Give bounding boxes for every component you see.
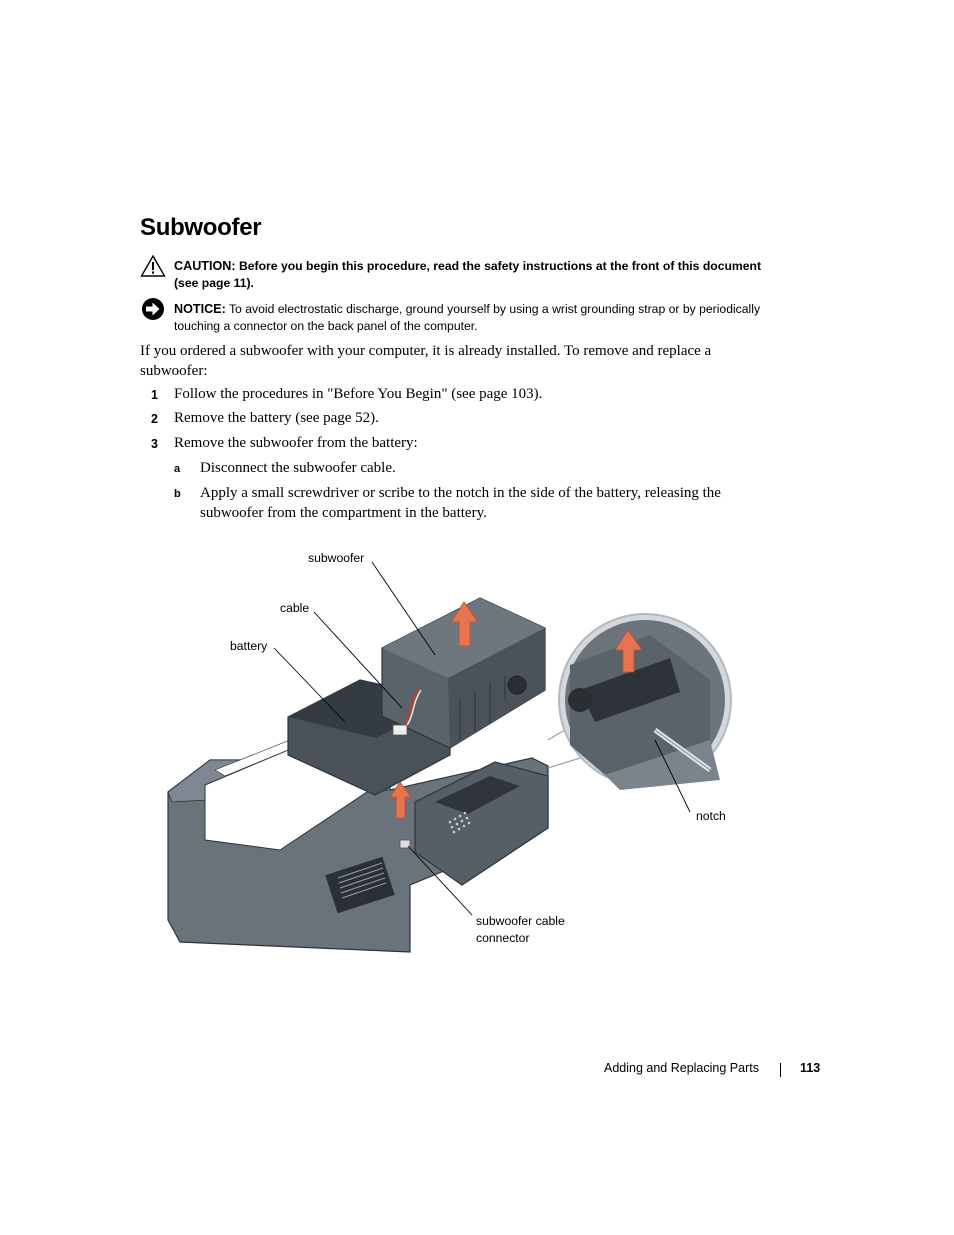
notice-note xyxy=(174,301,764,335)
callout-battery: battery xyxy=(230,639,268,653)
caution-label: CAUTION: xyxy=(174,259,236,273)
step-text: Remove the battery (see page 52). xyxy=(174,410,379,426)
step-text: Follow the procedures in "Before You Begin" (see page 103). xyxy=(174,386,543,402)
step-text: Remove the subwoofer from the battery: xyxy=(174,435,418,451)
step-number: 2 xyxy=(151,412,158,426)
caution-text: Before you begin this procedure, read the safety instructions at the front of this document (see page 11). xyxy=(174,259,762,290)
step-number: 1 xyxy=(151,388,158,402)
callout-connector-line1: subwoofer cable xyxy=(476,914,565,928)
footer-divider xyxy=(780,1063,781,1077)
notice-arrow-icon xyxy=(141,297,165,321)
footer-section-title: Adding and Replacing Parts xyxy=(604,1061,759,1075)
substep-letter: b xyxy=(174,488,181,500)
warning-triangle-icon xyxy=(140,254,166,278)
page-number: 113 xyxy=(800,1061,821,1075)
callout-cable: cable xyxy=(280,601,310,615)
caution-note xyxy=(174,258,764,292)
callout-subwoofer: subwoofer xyxy=(308,551,365,565)
notice-label: NOTICE: xyxy=(174,302,226,316)
callout-notch: notch xyxy=(696,809,726,823)
substep-text: Disconnect the subwoofer cable. xyxy=(200,460,396,476)
callout-connector-line2: connector xyxy=(476,931,530,945)
substep-letter: a xyxy=(174,463,181,475)
notice-text: To avoid electrostatic discharge, ground yourself by using a wrist grounding strap or by periodically touching a connector on the back panel of the computer. xyxy=(174,302,761,333)
page-title: Subwoofer xyxy=(140,214,262,241)
substep-text: Apply a small screwdriver or scribe to the notch in the side of the battery, releasing the subwoofer from the compartment in the battery. xyxy=(200,485,721,521)
intro-paragraph: If you ordered a subwoofer with your computer, it is already installed. To remove and replace a subwoofer: xyxy=(140,343,712,379)
step-number: 3 xyxy=(151,437,158,451)
subwoofer-removal-illustration xyxy=(150,540,750,970)
callout-connector xyxy=(476,913,565,947)
